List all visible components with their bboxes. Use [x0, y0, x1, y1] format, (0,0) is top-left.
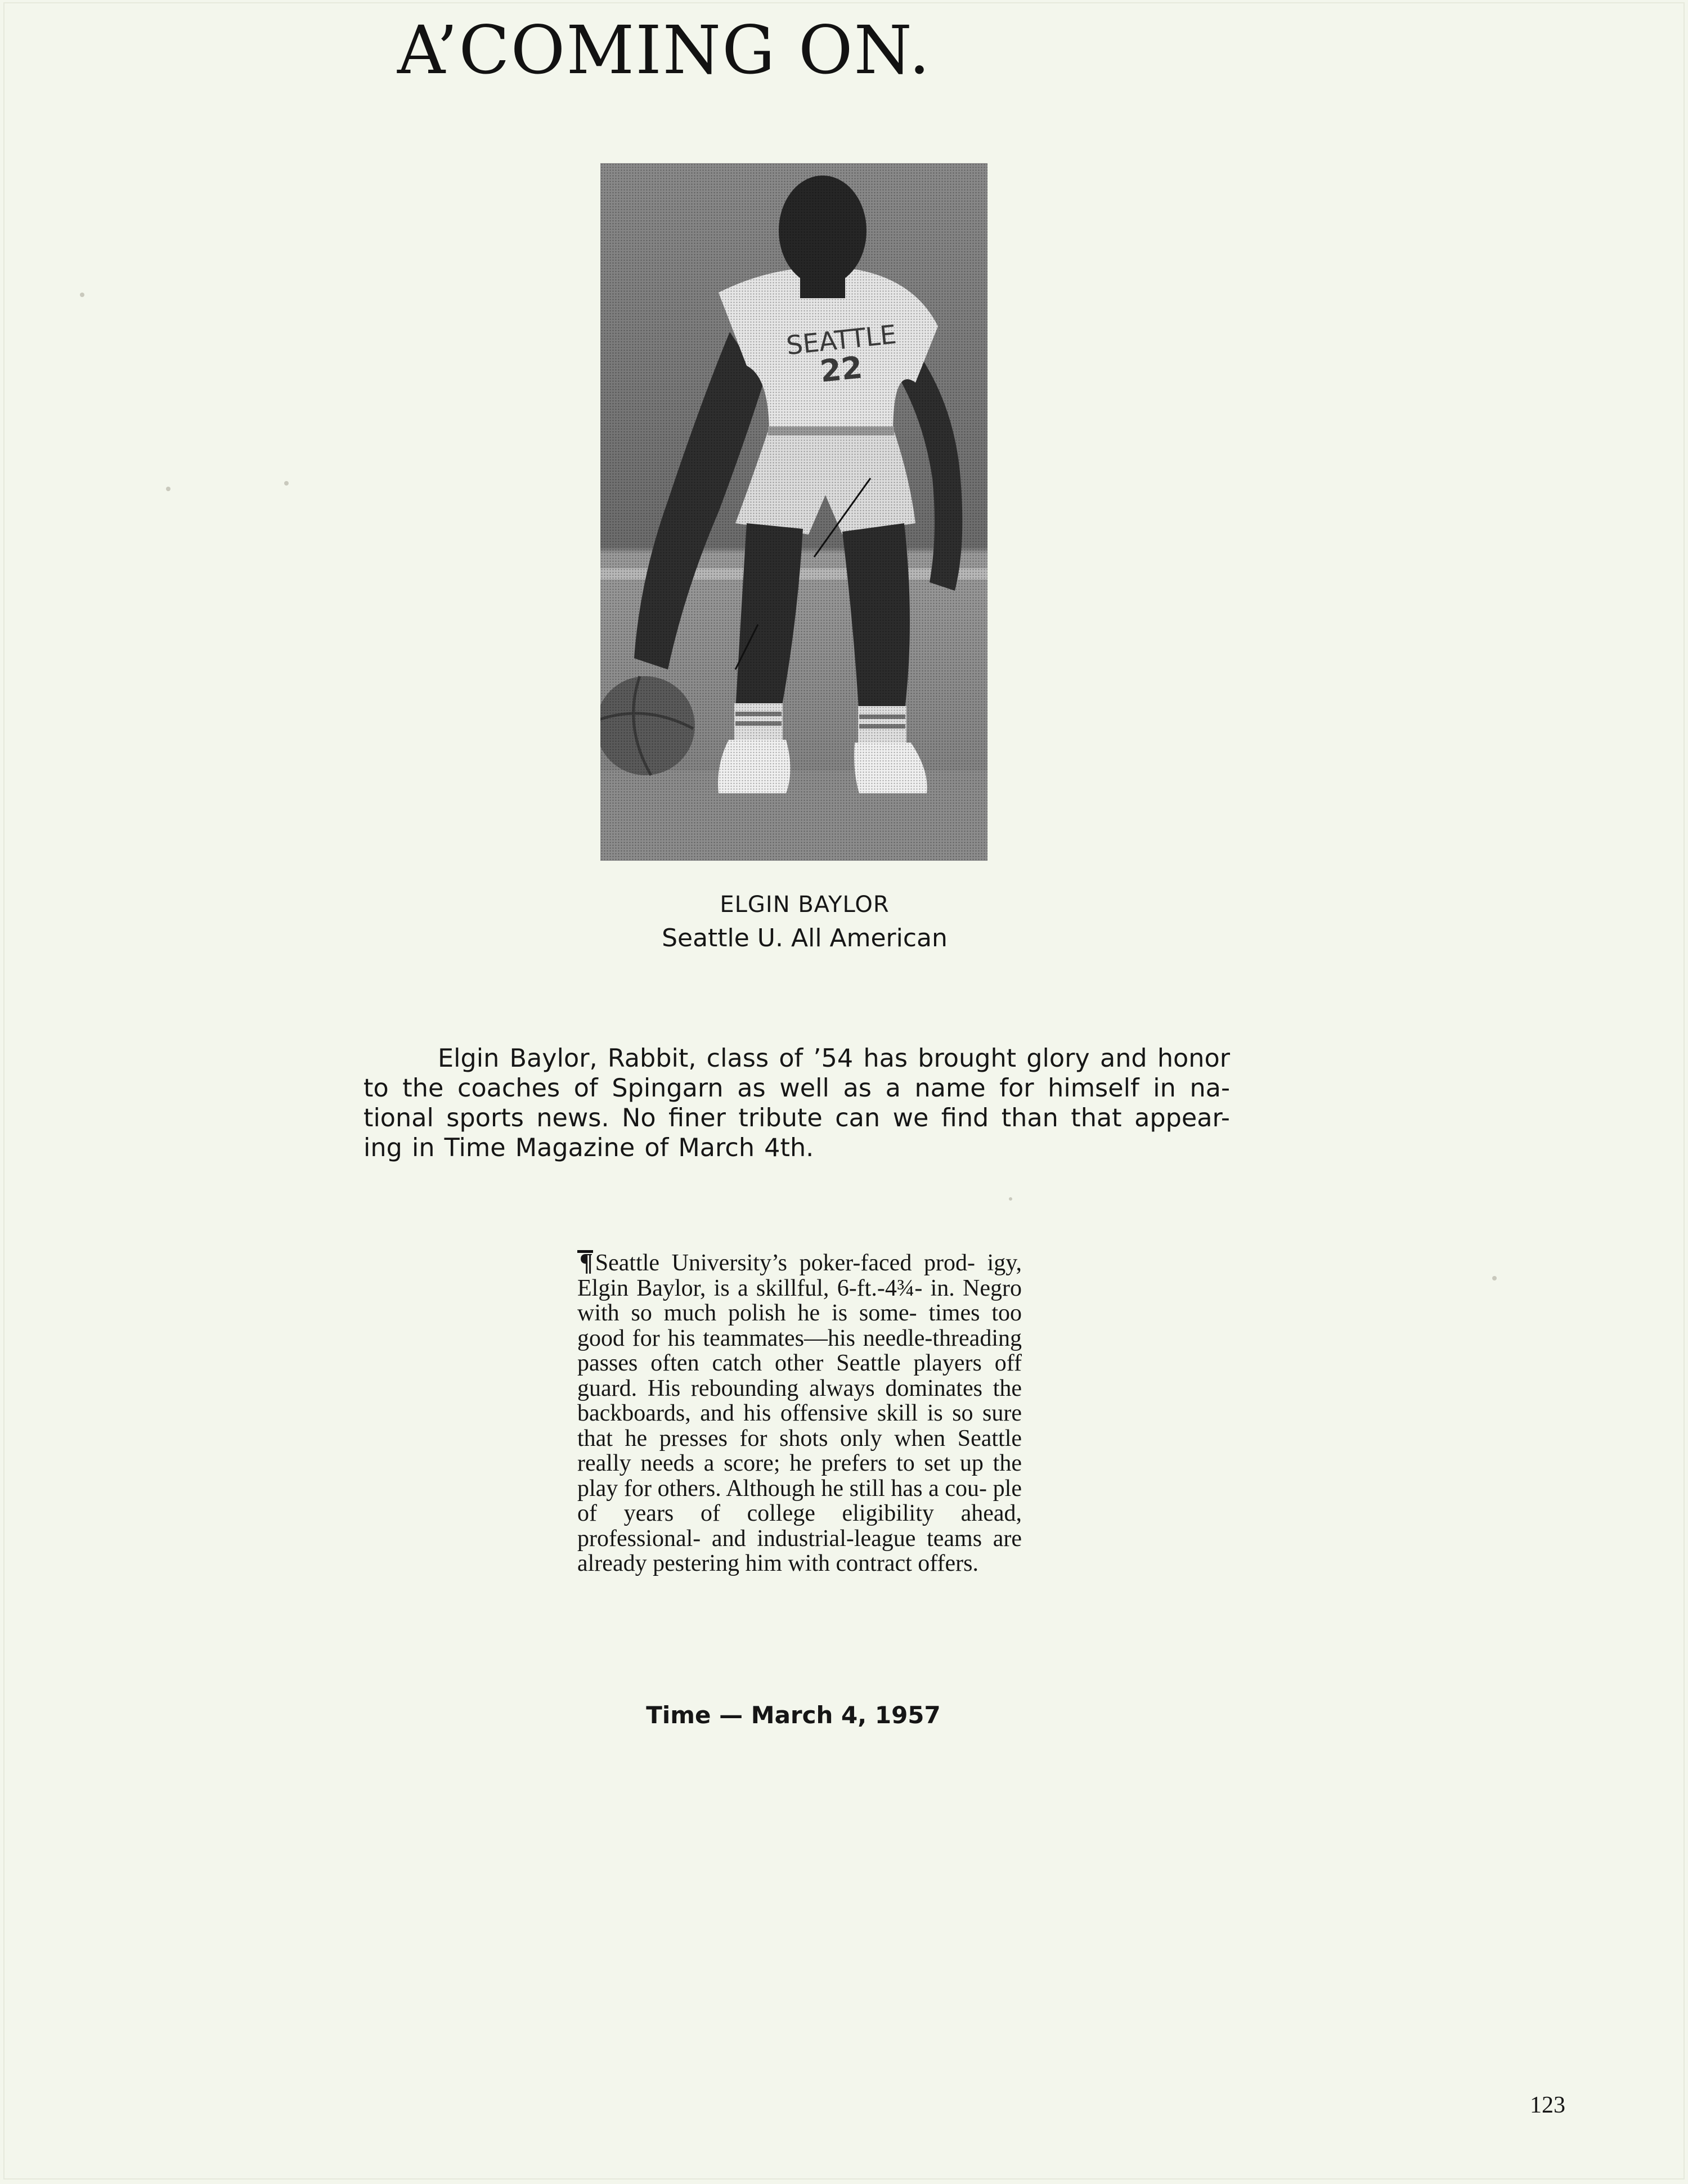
page-heading: A’COMING ON. [397, 11, 931, 89]
paper-speck [166, 487, 170, 491]
paper-speck [1009, 1197, 1012, 1201]
paper-speck [284, 481, 289, 486]
photo-caption-name: ELGIN BAYLOR [720, 892, 890, 918]
photo-caption-subtitle: Seattle U. All American [662, 924, 948, 952]
paper-speck [80, 293, 84, 297]
quote-source: Time — March 4, 1957 [646, 1701, 941, 1729]
page-number: 123 [1530, 2092, 1565, 2118]
quote-text: Seattle University’s poker-faced prod- igy, Elgin Baylor, is a skillful, 6-ft.-4¾- in. Negro with so much polish he is some- times too good for his teammates—his needle-threading passes often catch other Seattle players off guard. His rebounding always dominates the backboards, and his offensive skill is so sure that he presses for shots only when Seattle really needs a score; he prefers to set up the play for others. Although he still has a cou- ple of years of college eligibility ahead, professional- and industrial-league teams are already pestering him with contract offers. [577, 1250, 1022, 1576]
player-photo [600, 163, 987, 861]
time-magazine-quote [577, 1250, 1022, 1576]
pilcrow-mark: ¶ [577, 1250, 593, 1272]
intro-paragraph: Elgin Baylor, Rabbit, class of ’54 has brought glory and honor to the coaches of Spingarn as well as a name for himself in na- tional sports news. No finer tribute can we find than that appear- ing in Time Magazine of March 4th. [363, 1044, 1230, 1162]
paper-speck [1492, 1276, 1497, 1280]
